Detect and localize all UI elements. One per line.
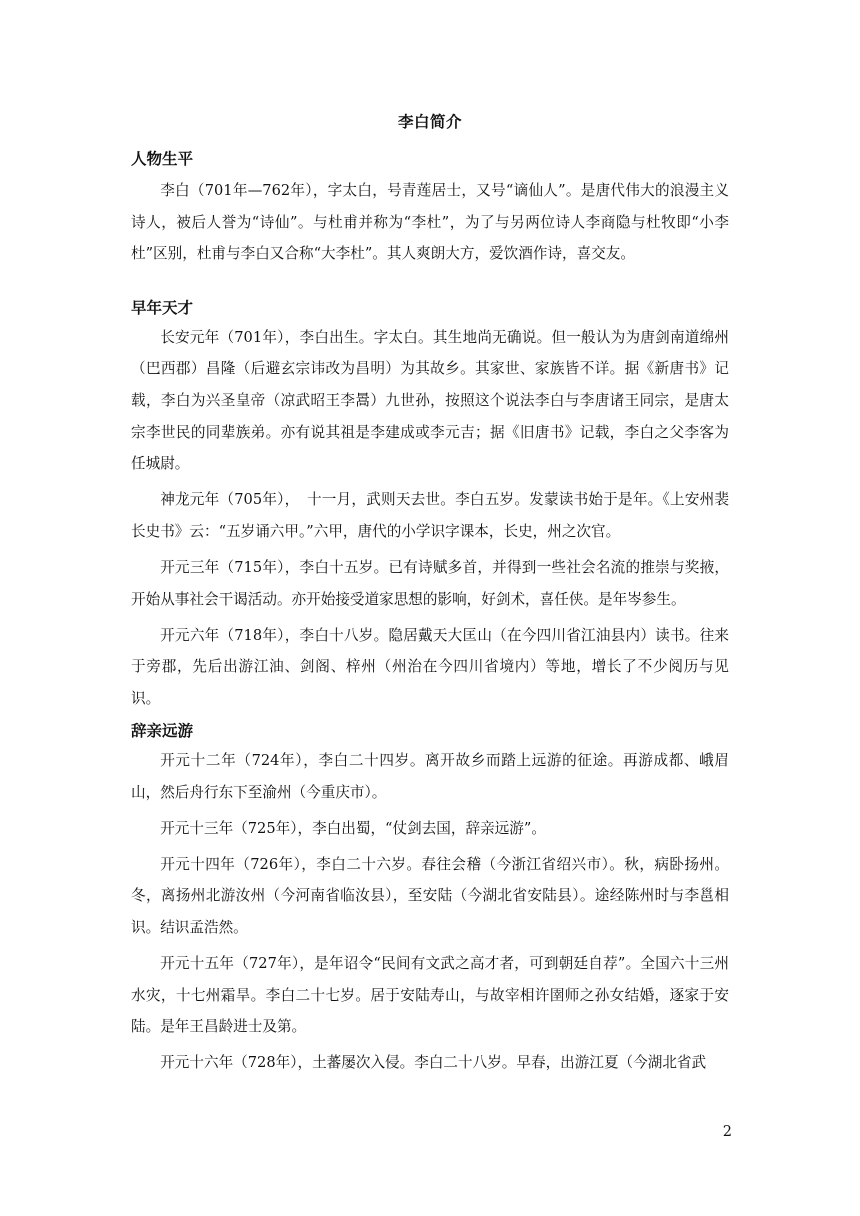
- paragraph: 开元十五年（727年），是年诏令“民间有文武之高才者，可到朝廷自荐”。全国六十三州水灾，十七州霜旱。李白二十七岁。居于安陆寿山，与故宰相许圉师之孙女结婚，逐家于安陆。是年王昌龄进士及第。: [131, 954, 729, 1036]
- paragraph: 开元六年（718年），李白十八岁。隐居戴天大匡山（在今四川省江油县内）读书。往来于旁郡，先后出游江油、剑阁、梓州（州治在今四川省境内）等地，增长了不少阅历与见识。: [131, 626, 729, 707]
- section-heading-travel: 辞亲远游: [131, 721, 194, 740]
- page-number: 2: [722, 1124, 732, 1140]
- paragraph: 李白（701年—762年），字太白，号青莲居士，又号“谪仙人”。是唐代伟大的浪漫主义诗人，被后人誉为“诗仙”。与杜甫并称为“李杜”，为了与另两位诗人李商隐与杜牧即“小李杜”区别，杜甫与李白又合称“大李杜”。其人爽朗大方，爱饮酒作诗，喜交友。: [131, 182, 729, 263]
- document-body: [131, 111, 729, 1083]
- paragraph: 开元十六年（728年），土蕃屡次入侵。李白二十八岁。早春，出游江夏（今湖北省武: [160, 1054, 707, 1072]
- paragraph: 开元十三年（725年），李白出蜀，“仗剑去国，辞亲远游”。: [160, 819, 546, 837]
- section-heading-life: 人物生平: [131, 150, 194, 168]
- paragraph: 长安元年（701年），李白出生。字太白。其生地尚无确说。但一般认为为唐剑南道绵州（巴西郡）昌隆（后避玄宗讳改为昌明）为其故乡。其家世、家族皆不详。据《新唐书》记载，李白为兴圣皇帝（凉武昭王李暠）九世孙，按照这个说法李白与李唐诸王同宗，是唐太宗李世民的同辈族弟。亦有说其祖是李建成或李元吉；据《旧唐书》记载，李白之父李客为任城尉。: [131, 328, 729, 473]
- section-heading-early-genius: 早年天才: [131, 298, 194, 317]
- paragraph: 开元十四年（726年），李白二十六岁。春往会稽（今浙江省绍兴市）。秋，病卧扬州。冬，离扬州北游汝州（今河南省临汝县），至安陆（今湖北省安陆县）。途经陈州时与李邕相识。结识孟浩然。: [131, 855, 729, 936]
- document-title: 李白简介: [397, 113, 462, 131]
- paragraph: 神龙元年（705年）， 十一月，武则天去世。李白五岁。发蒙读书始于是年。《上安州裴长史书》云：“五岁诵六甲。”六甲，唐代的小学识字课本，长史，州之次官。: [131, 491, 729, 540]
- paragraph: 开元十二年（724年），李白二十四岁。离开故乡而踏上远游的征途。再游成都、峨眉山，然后舟行东下至渝州（今重庆市）。: [131, 751, 729, 801]
- paragraph: 开元三年（715年），李白十五岁。已有诗赋多首，并得到一些社会名流的推崇与奖掖，开始从事社会干谒活动。亦开始接受道家思想的影响，好剑术，喜任侠。是年岑参生。: [131, 558, 729, 608]
